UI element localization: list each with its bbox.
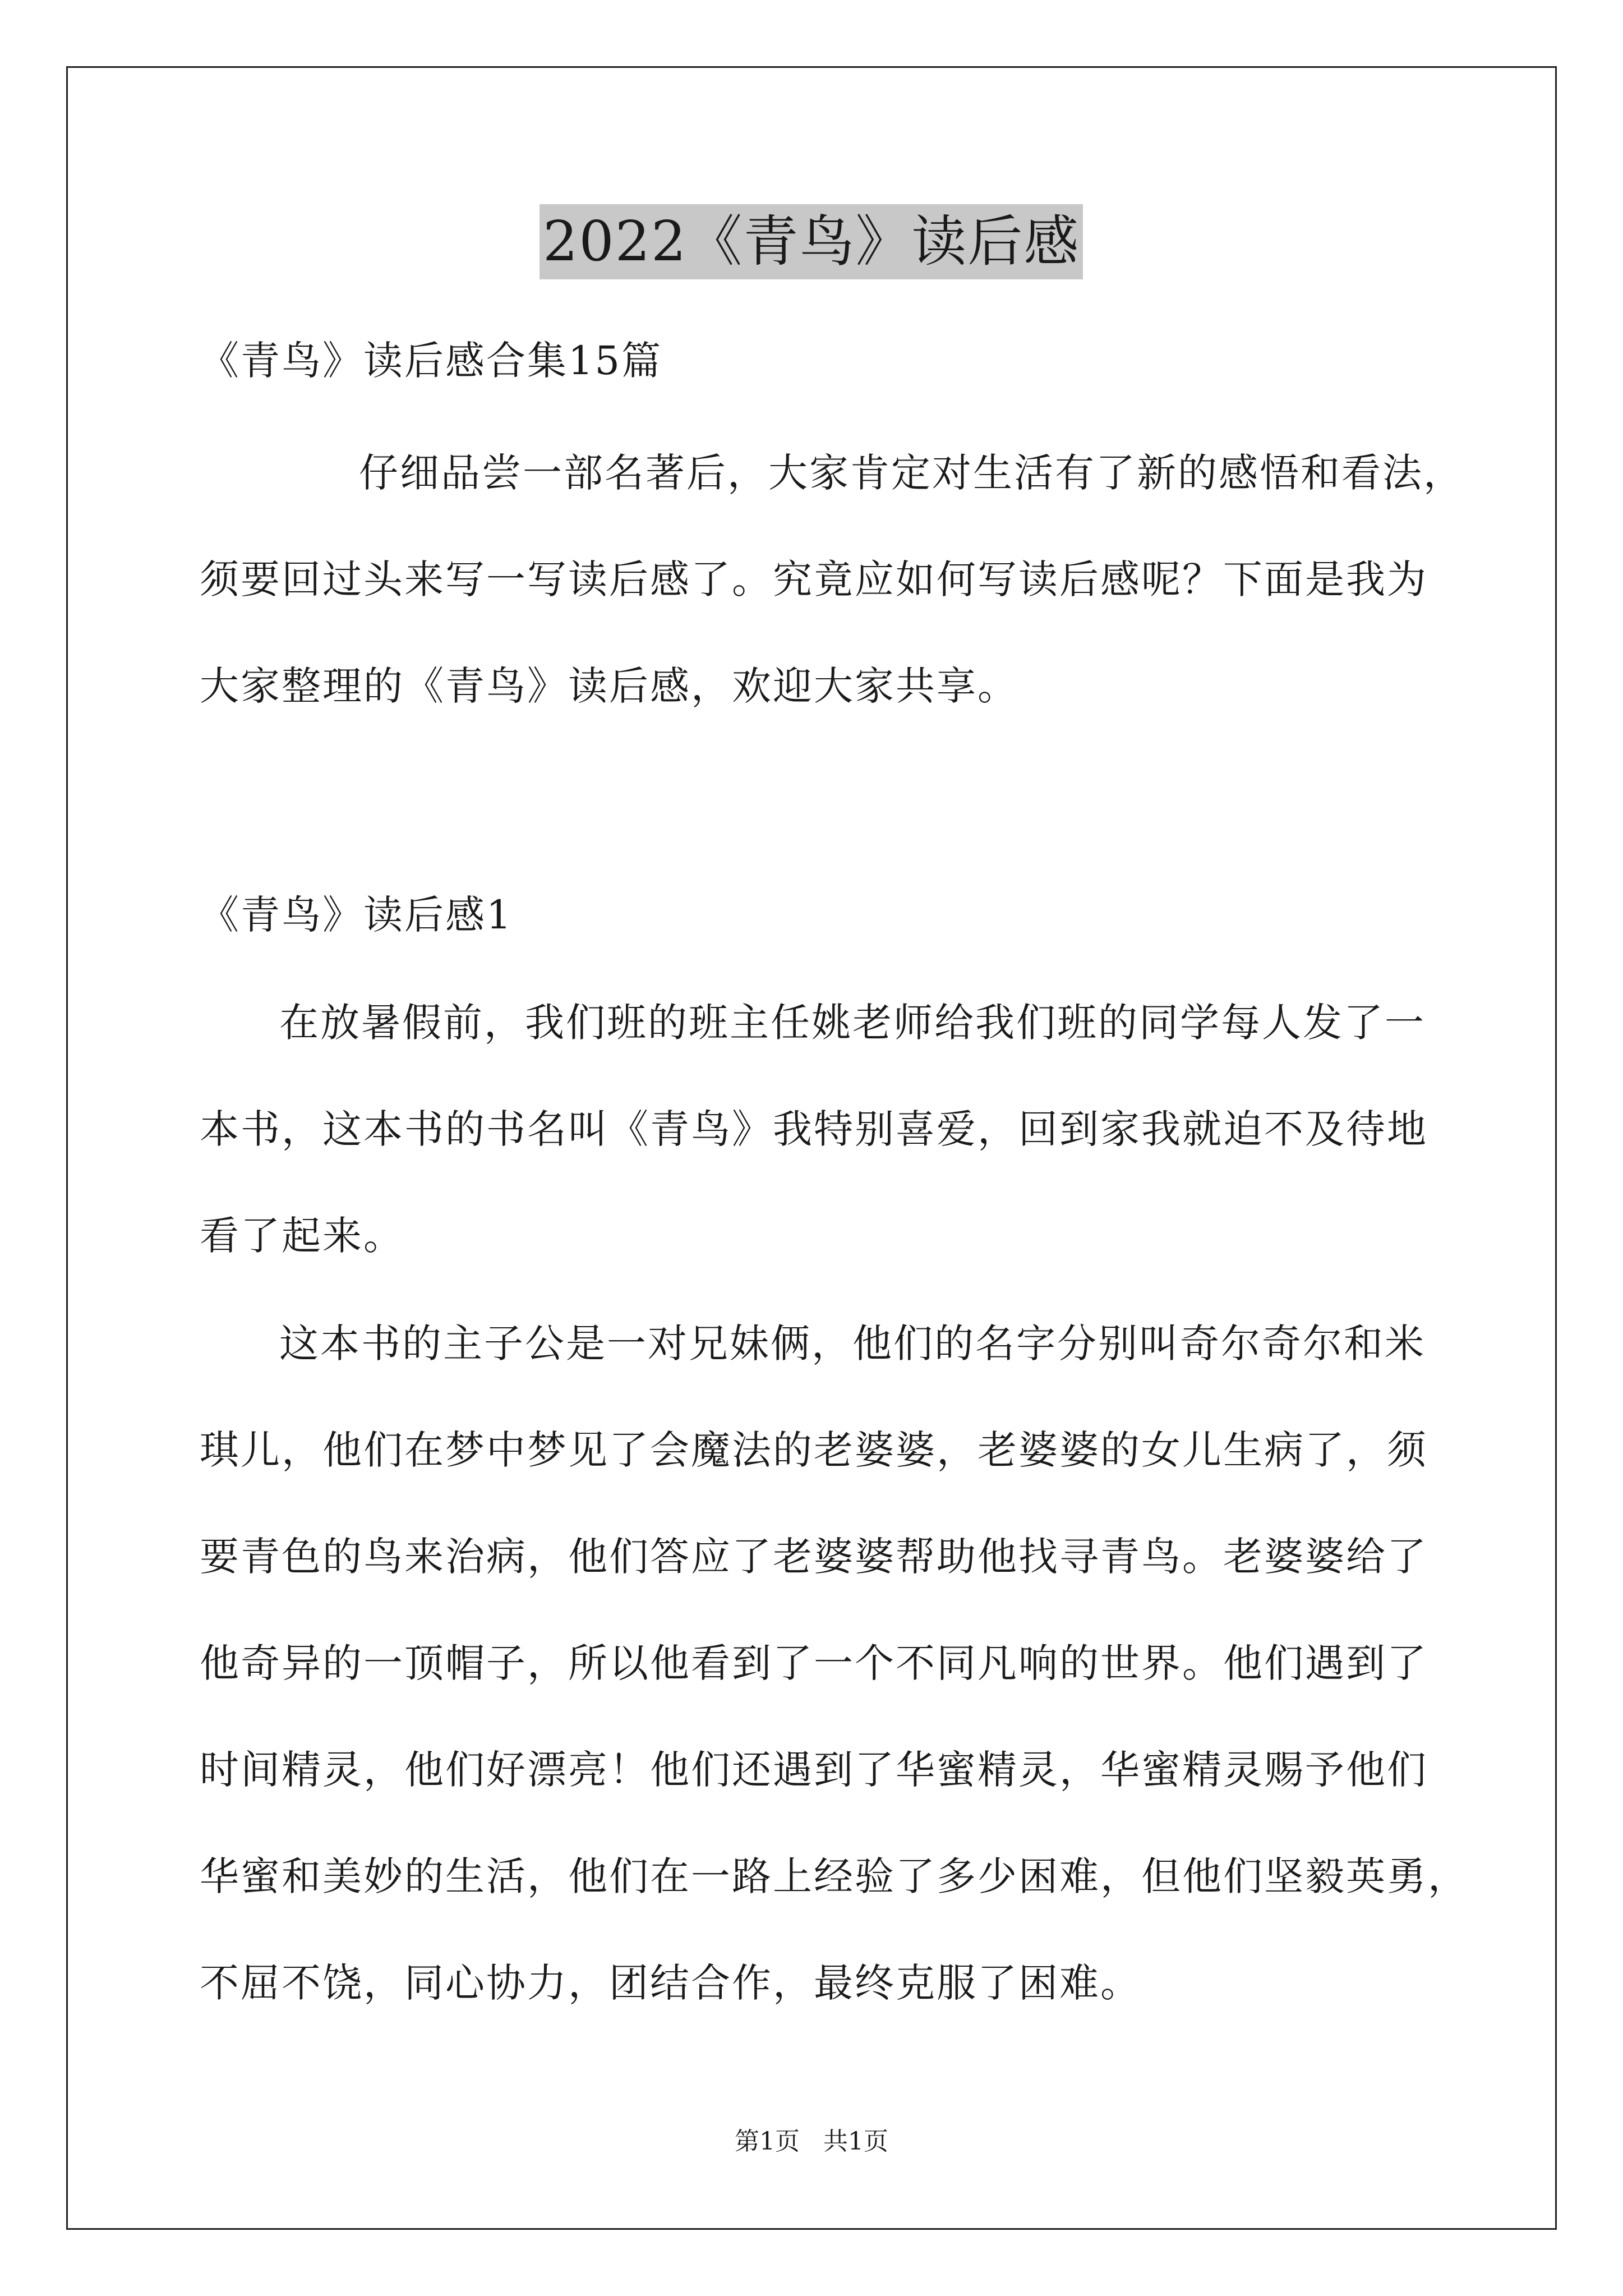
page-footer: 第1页 共1页 xyxy=(735,2127,888,2156)
paragraph-line: 这本书的主子公是一对兄妹俩，他们的名字分别叫奇尔奇尔和米 xyxy=(279,1320,1426,1366)
paragraph-line: 华蜜和美妙的生活，他们在一路上经验了多少困难，但他们坚毅英勇， xyxy=(200,1853,1469,1899)
document-title: 2022《青鸟》读后感 xyxy=(540,204,1083,279)
paragraph-line: 时间精灵，他们好漂亮！他们还遇到了华蜜精灵，华蜜精灵赐予他们 xyxy=(200,1747,1428,1793)
section-heading: 《青鸟》读后感1 xyxy=(200,892,513,938)
paragraph-line: 要青色的鸟来治病，他们答应了老婆婆帮助他找寻青鸟。老婆婆给了 xyxy=(200,1534,1428,1580)
paragraph-line: 琪儿，他们在梦中梦见了会魔法的老婆婆，老婆婆的女儿生病了，须 xyxy=(200,1427,1428,1473)
intro-line: 仔细品尝一部名著后，大家肯定对生活有了新的感悟和看法， xyxy=(359,450,1464,496)
intro-line: 须要回过头来写一写读后感了。究竟应如何写读后感呢？下面是我为 xyxy=(200,556,1428,602)
paragraph-line: 在放暑假前，我们班的班主任姚老师给我们班的同学每人发了一 xyxy=(279,1000,1426,1046)
paragraph-line: 他奇异的一顶帽子，所以他看到了一个不同凡响的世界。他们遇到了 xyxy=(200,1640,1428,1686)
document-subtitle: 《青鸟》读后感合集15篇 xyxy=(200,338,663,384)
paragraph-line: 不屈不饶，同心协力，团结合作，最终克服了困难。 xyxy=(200,1960,1141,2006)
intro-line: 大家整理的《青鸟》读后感，欢迎大家共享。 xyxy=(200,663,1018,709)
paragraph-line: 看了起来。 xyxy=(200,1213,404,1259)
paragraph-line: 本书，这本书的书名叫《青鸟》我特别喜爱，回到家我就迫不及待地 xyxy=(200,1106,1428,1152)
